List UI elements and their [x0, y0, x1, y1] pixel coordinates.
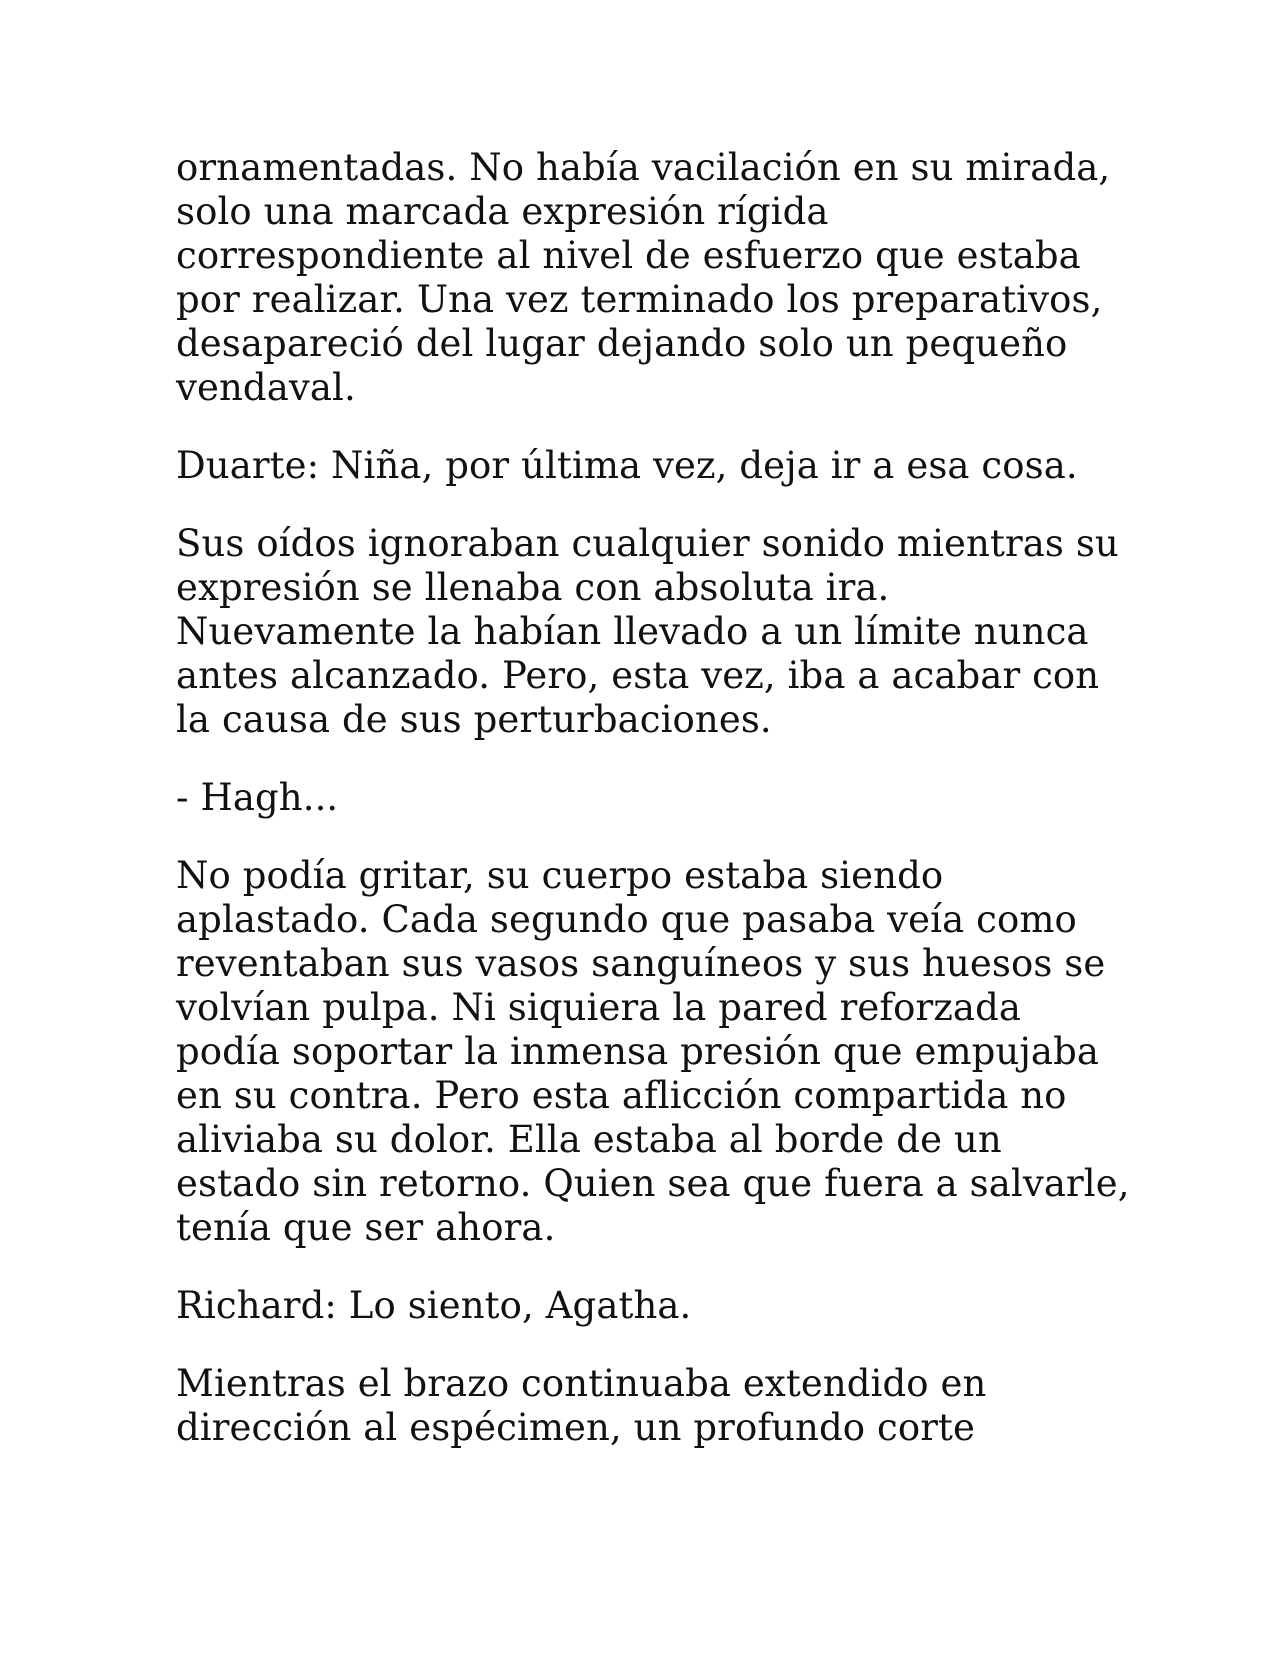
- text-line: por realizar. Una vez terminado los preparativos,: [176, 278, 1103, 321]
- paragraph-1: [176, 146, 1136, 410]
- paragraph-7: [176, 1362, 1136, 1450]
- text-line: volvían pulpa. Ni siquiera la pared reforzada: [176, 986, 1022, 1029]
- text-line: antes alcanzado. Pero, esta vez, iba a acabar con: [176, 654, 1100, 697]
- paragraph-2-dialogue: [176, 444, 1136, 488]
- text-line: ornamentadas. No había vacilación en su mirada,: [176, 146, 1111, 189]
- paragraph-6-dialogue: [176, 1284, 1136, 1328]
- text-line: vendaval.: [176, 366, 356, 409]
- text-line: aliviaba su dolor. Ella estaba al borde de un: [176, 1118, 1002, 1161]
- text-line: correspondiente al nivel de esfuerzo que estaba: [176, 234, 1081, 277]
- text-line: aplastado. Cada segundo que pasaba veía como: [176, 898, 1077, 941]
- text-line: estado sin retorno. Quien sea que fuera a salvarle,: [176, 1162, 1130, 1205]
- text-line: tenía que ser ahora.: [176, 1206, 556, 1249]
- paragraph-3: [176, 522, 1136, 742]
- dialogue-line: Richard: Lo siento, Agatha.: [176, 1284, 692, 1327]
- paragraph-4-dialogue: [176, 776, 1136, 820]
- text-line: No podía gritar, su cuerpo estaba siendo: [176, 854, 944, 897]
- text-line: la causa de sus perturbaciones.: [176, 698, 772, 741]
- dialogue-line: Duarte: Niña, por última vez, deja ir a esa cosa.: [176, 444, 1078, 487]
- text-line: Sus oídos ignoraban cualquier sonido mientras su: [176, 522, 1119, 565]
- text-line: reventaban sus vasos sanguíneos y sus huesos se: [176, 942, 1106, 985]
- document-page: [176, 146, 1136, 1484]
- text-line: Mientras el brazo continuaba extendido en: [176, 1362, 987, 1405]
- text-line: solo una marcada expresión rígida: [176, 190, 829, 233]
- text-line: en su contra. Pero esta aflicción compartida no: [176, 1074, 1067, 1117]
- dialogue-line: - Hagh...: [176, 776, 339, 819]
- text-line: podía soportar la inmensa presión que empujaba: [176, 1030, 1100, 1073]
- text-line: desapareció del lugar dejando solo un pequeño: [176, 322, 1068, 365]
- text-line: dirección al espécimen, un profundo corte: [176, 1406, 975, 1449]
- paragraph-5: [176, 854, 1136, 1250]
- text-line: Nuevamente la habían llevado a un límite nunca: [176, 610, 1089, 653]
- text-line: expresión se llenaba con absoluta ira.: [176, 566, 890, 609]
